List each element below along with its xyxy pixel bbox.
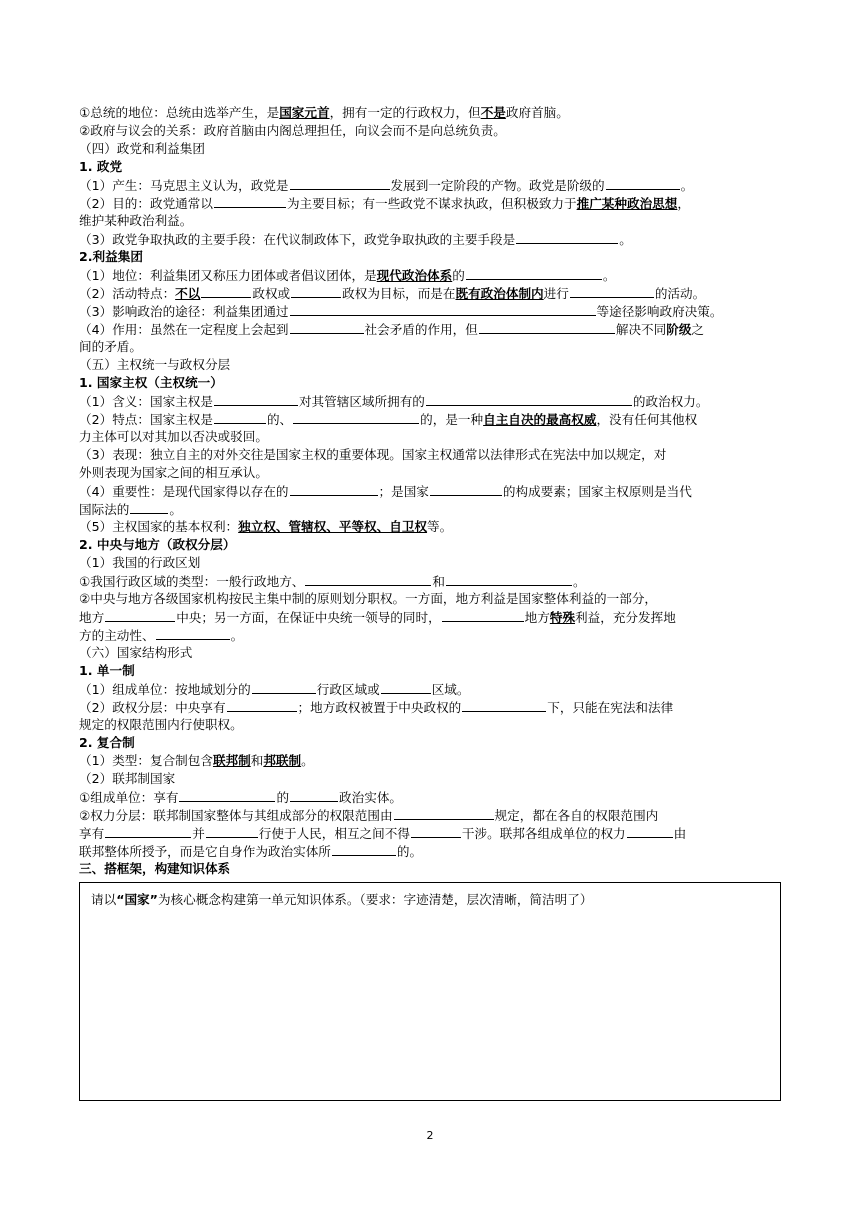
section-heading: 三、搭框架，构建知识体系 xyxy=(79,861,231,876)
text-line: （3）影响政治的途径：利益集团通过 等途径影响政府决策。 xyxy=(79,304,723,319)
fill-blank[interactable] xyxy=(479,320,615,334)
fill-blank[interactable] xyxy=(206,824,258,838)
fill-blank[interactable] xyxy=(606,176,680,190)
text-line: ①总统的地位：总统由选举产生，是国家元首，拥有一定的行政权力，但不是政府首脑。 xyxy=(79,105,569,120)
text-line: （2）联邦制国家 xyxy=(79,771,176,786)
subsection-heading: 1. 国家主权（主权统一） xyxy=(79,375,223,390)
fill-blank[interactable] xyxy=(290,320,364,334)
fill-blank[interactable] xyxy=(570,284,654,298)
section-heading: （六）国家结构形式 xyxy=(79,645,193,660)
fill-blank[interactable] xyxy=(516,230,618,244)
text-line: 外则表现为国家之间的相互承认。 xyxy=(79,465,268,480)
text-line: 联邦整体所授予，而是它自身作为政治实体所 的。 xyxy=(79,844,423,859)
text-line: ①组成单位：享有 的 政治实体。 xyxy=(79,790,403,805)
fill-blank[interactable] xyxy=(227,698,297,712)
fill-blank[interactable] xyxy=(466,266,602,280)
fill-blank[interactable] xyxy=(201,284,251,298)
subsection-heading: 1. 单一制 xyxy=(79,663,135,678)
text-line: 地方 中央；另一方面，在保证中央统一领导的同时， 地方特殊利益，充分发挥地 xyxy=(79,610,676,625)
text-line: （1）类型：复合制包含联邦制和邦联制。 xyxy=(79,753,314,768)
fill-blank[interactable] xyxy=(426,392,632,406)
text-line: （2）目的：政党通常以 为主要目标；有一些政党不谋求执政，但积极致力于推广某种政治思想， xyxy=(79,196,690,211)
text-line: （1）产生：马克思主义认为，政党是 发展到一定阶段的产物。政党是阶级的 。 xyxy=(79,178,694,193)
fill-blank[interactable] xyxy=(179,788,275,802)
subsection-heading: 1. 政党 xyxy=(79,159,123,174)
text-line: 方的主动性、 。 xyxy=(79,628,244,643)
text-line: （4）重要性：是现代国家得以存在的 ；是国家 的构成要素；国家主权原则是当代 xyxy=(79,484,692,499)
fill-blank[interactable] xyxy=(290,482,378,496)
text-line: （5）主权国家的基本权利：独立权、管辖权、平等权、自卫权等。 xyxy=(79,519,453,534)
text-line: （2）特点：国家主权是 的、 的，是一种自主自决的最高权威，没有任何其他权 xyxy=(79,412,698,427)
fill-blank[interactable] xyxy=(290,302,596,316)
page-number: 2 xyxy=(426,1129,434,1142)
fill-blank[interactable] xyxy=(394,806,494,820)
section-heading: （四）政党和利益集团 xyxy=(79,141,205,156)
text-line: （1）组成单位：按地域划分的 行政区域或 区域。 xyxy=(79,682,470,697)
fill-blank[interactable] xyxy=(332,842,396,856)
text-line: 间的矛盾。 xyxy=(79,339,142,354)
text-line: （1）地位：利益集团又称压力团体或者倡议团体，是现代政治体系的 。 xyxy=(79,268,616,283)
fill-blank[interactable] xyxy=(627,824,673,838)
fill-blank[interactable] xyxy=(156,626,230,640)
answer-box[interactable] xyxy=(79,882,781,1101)
fill-blank[interactable] xyxy=(381,680,431,694)
fill-blank[interactable] xyxy=(130,500,168,514)
text-line: 维护某种政治利益。 xyxy=(79,213,193,228)
fill-blank[interactable] xyxy=(411,824,461,838)
subsection-heading: 2. 中央与地方（政权分层） xyxy=(79,537,236,552)
text-line: ①我国行政区域的类型：一般行政地方、 和 。 xyxy=(79,574,586,589)
fill-blank[interactable] xyxy=(305,572,431,586)
task-prompt: 请以“国家”为核心概念构建第一单元知识体系。（要求：字迹清楚，层次清晰，简洁明了） xyxy=(91,892,593,907)
text-line: 国际法的 。 xyxy=(79,502,182,517)
text-line: ②政府与议会的关系：政府首脑由内阁总理担任，向议会而不是向总统负责。 xyxy=(79,123,506,138)
fill-blank[interactable] xyxy=(290,788,338,802)
fill-blank[interactable] xyxy=(105,608,175,622)
fill-blank[interactable] xyxy=(214,392,298,406)
fill-blank[interactable] xyxy=(252,680,316,694)
text-line: （2）政权分层：中央享有 ；地方政权被置于中央政权的 下，只能在宪法和法律 xyxy=(79,700,674,715)
text-line: 力主体可以对其加以否决或驳回。 xyxy=(79,429,268,444)
fill-blank[interactable] xyxy=(105,824,191,838)
text-line: ②中央与地方各级国家机构按民主集中制的原则划分职权。一方面，地方利益是国家整体利益的一部分， xyxy=(79,591,658,606)
text-line: ②权力分层：联邦制国家整体与其组成部分的权限范围由 规定，都在各自的权限范围内 xyxy=(79,808,659,823)
fill-blank[interactable] xyxy=(442,608,524,622)
subsection-heading: 2. 复合制 xyxy=(79,735,135,750)
text-line: （1）含义：国家主权是 对其管辖区域所拥有的 的政治权力。 xyxy=(79,394,709,409)
fill-blank[interactable] xyxy=(446,572,572,586)
section-heading: （五）主权统一与政权分层 xyxy=(79,357,231,372)
fill-blank[interactable] xyxy=(293,410,419,424)
text-line: （3）政党争取执政的主要手段：在代议制政体下，政党争取执政的主要手段是 。 xyxy=(79,232,632,247)
text-line: （2）活动特点：不以 政权或 政权为目标，而是在既有政治体制内进行 的活动。 xyxy=(79,286,706,301)
text-line: 享有 并 行使于人民，相互之间不得 干涉。联邦各组成单位的权力 由 xyxy=(79,826,687,841)
text-line: （3）表现：独立自主的对外交往是国家主权的重要体现。国家主权通常以法律形式在宪法中加以规定，对 xyxy=(79,447,667,462)
fill-blank[interactable] xyxy=(214,410,266,424)
fill-blank[interactable] xyxy=(430,482,502,496)
text-line: （4）作用：虽然在一定程度上会起到 社会矛盾的作用，但 解决不同阶级之 xyxy=(79,322,705,337)
fill-blank[interactable] xyxy=(462,698,546,712)
fill-blank[interactable] xyxy=(214,194,286,208)
subsection-heading: 2.利益集团 xyxy=(79,249,143,264)
text-line: （1）我国的行政区划 xyxy=(79,555,201,570)
fill-blank[interactable] xyxy=(290,176,390,190)
fill-blank[interactable] xyxy=(291,284,341,298)
text-line: 规定的权限范围内行使职权。 xyxy=(79,717,243,732)
